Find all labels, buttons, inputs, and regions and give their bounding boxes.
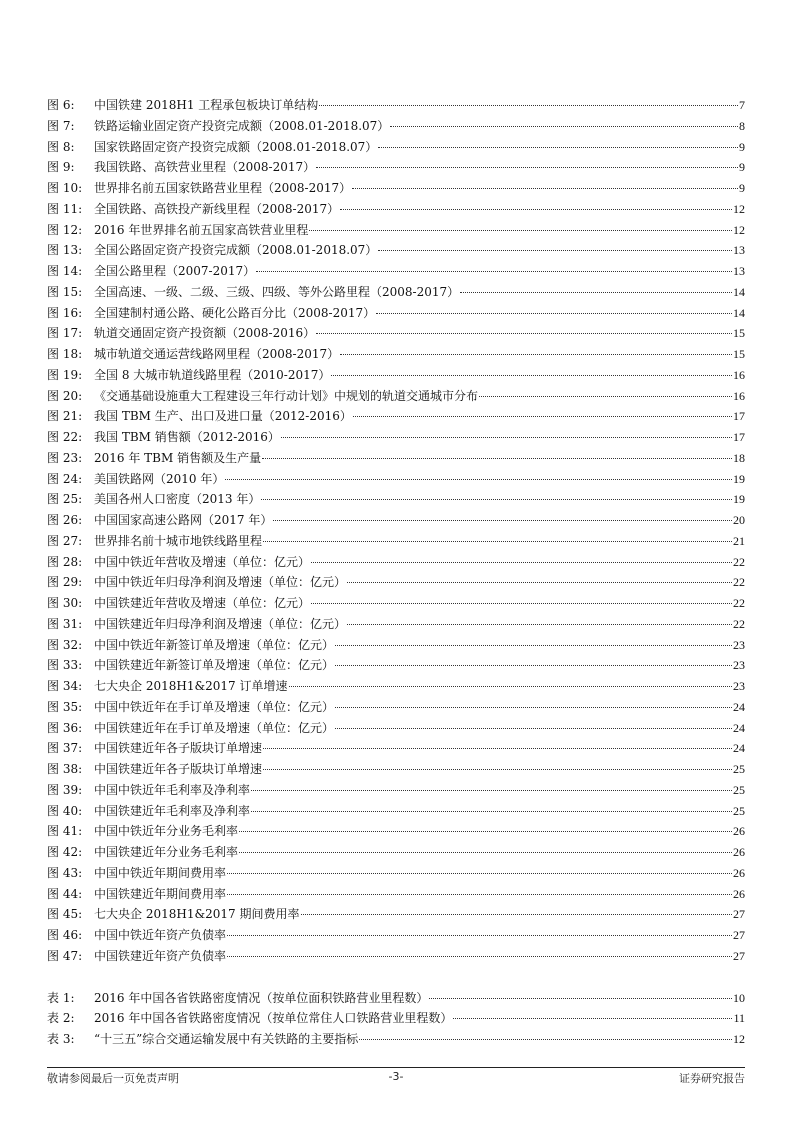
toc-entry-page: 16 [733,388,745,403]
toc-dot-leader [347,581,732,583]
toc-dot-leader [316,166,738,168]
toc-entry-label: 图 14: [47,264,83,278]
toc-entry-label: 图 12: [47,222,83,237]
toc-entry-page: 17 [733,430,745,444]
toc-dot-leader [263,747,732,749]
toc-entry-page: 11 [733,1011,745,1026]
toc-entry-page: 24 [733,699,745,714]
toc-entry-title: 美国各州人口密度（2013 年） [94,492,261,507]
footer-divider [47,1067,745,1068]
toc-dot-leader [331,374,732,376]
toc-entry[interactable] [47,780,745,801]
toc-dot-leader [347,623,732,625]
toc-dot-leader [453,1017,732,1019]
toc-entry-label: 图 43: [47,865,83,880]
toc-entry[interactable] [47,821,745,842]
toc-dot-leader [335,706,732,708]
toc-dot-leader [227,893,732,895]
toc-entry-page: 26 [733,886,745,901]
toc-entry-title: 国家铁路固定资产投资完成额（2008.01-2018.07） [94,139,378,154]
toc-dot-leader [261,498,732,500]
toc-entry[interactable] [47,593,745,614]
toc-entry-page: 24 [733,720,745,735]
toc-dot-leader [335,727,732,729]
toc-entry-title: 中国铁建近年归母净利润及增速（单位：亿元） [94,616,347,631]
toc-entry[interactable] [47,448,745,469]
toc-entry[interactable] [47,489,745,510]
toc-entry-label: 图 38: [47,762,83,776]
toc-entry-label: 图 21: [47,409,83,424]
toc-entry-title: 中国中铁近年期间费用率 [94,865,227,880]
toc-entry-title: 中国中铁近年毛利率及净利率 [94,782,251,797]
toc-entry-label: 图 31: [47,616,83,631]
toc-entry-page: 25 [733,782,745,797]
toc-entry-page: 18 [733,450,745,465]
toc-entry-title: 全国公路固定资产投资完成额（2008.01-2018.07） [94,243,378,258]
toc-entry[interactable] [47,635,745,656]
toc-entry-label: 图 37: [47,741,83,756]
toc-entry-page: 22 [733,616,745,631]
toc-entry-title: 中国铁建近年在手订单及增速（单位：亿元） [94,720,335,735]
toc-entry-page: 12 [733,1032,745,1046]
toc-dot-leader [378,146,738,148]
toc-entry-title: 我国 TBM 生产、出口及进口量（2012-2016） [94,409,352,424]
toc-dot-leader [251,810,732,812]
toc-dot-leader [239,851,732,853]
toc-entry-title: 中国中铁近年归母净利润及增速（单位：亿元） [94,575,347,590]
toc-entry-page: 20 [733,513,745,527]
toc-entry[interactable] [47,904,745,925]
toc-dot-leader [335,644,732,646]
toc-entry[interactable] [47,738,745,759]
toc-entry[interactable] [47,427,745,448]
toc-entry-title: 中国铁建近年期间费用率 [94,886,227,901]
toc-entry-label: 表 2: [47,1011,75,1026]
toc-entry-page: 8 [739,118,745,133]
section-gap [47,967,745,988]
page-number: -3- [388,1070,404,1083]
toc-entry-title: 中国铁建近年资产负债率 [94,948,227,963]
toc-entry[interactable] [47,1029,745,1050]
toc-entry-label: 图 22: [47,430,83,444]
toc-entry[interactable] [47,199,745,220]
toc-entry[interactable] [47,178,745,199]
toc-entry-page: 16 [733,367,745,382]
toc-entry-title: 铁路运输业固定资产投资完成额（2008.01-2018.07） [94,118,390,133]
toc-entry-label: 图 6: [47,98,75,112]
toc-entry-title: 2016 年 TBM 销售额及生产量 [94,450,262,465]
toc-dot-leader [309,229,732,231]
toc-entry-label: 图 36: [47,720,83,735]
toc-entry-title: 2016 年中国各省铁路密度情况（按单位面积铁路营业里程数） [94,990,429,1005]
toc-entry[interactable] [47,1008,745,1029]
toc-entry-page: 24 [733,741,745,756]
toc-entry-page: 13 [733,264,745,278]
toc-entry-page: 19 [733,492,745,507]
toc-entry-label: 图 13: [47,243,83,258]
toc-entry-label: 图 15: [47,284,83,299]
toc-dot-leader [227,934,732,936]
toc-entry-title: 中国铁建近年分业务毛利率 [94,845,239,859]
toc-entry-page: 15 [733,347,745,361]
toc-entry-label: 图 44: [47,886,83,901]
toc-entry-label: 图 26: [47,513,83,527]
toc-entry[interactable] [47,842,745,863]
toc-entry-label: 图 24: [47,471,83,486]
toc-dot-leader [376,312,732,314]
toc-entry-page: 22 [733,575,745,590]
toc-dot-leader [390,125,738,127]
toc-entry[interactable] [47,261,745,282]
toc-entry-page: 27 [733,928,745,942]
toc-entry-title: 全国建制村通公路、硬化公路百分比（2008-2017） [94,305,376,320]
toc-entry-label: 图 46: [47,928,83,942]
toc-entry-title: 我国铁路、高铁营业里程（2008-2017） [94,160,316,175]
toc-entry-label: 图 39: [47,782,83,797]
toc-dot-leader [273,519,732,521]
toc-entry[interactable] [47,863,745,884]
toc-entry[interactable] [47,614,745,635]
toc-entry-label: 图 10: [47,181,83,195]
toc-entry[interactable] [47,925,745,946]
toc-entry-label: 图 8: [47,139,75,154]
toc-entry-label: 图 20: [47,388,83,403]
toc-entry-title: 世界排名前十城市地铁线路里程 [94,533,263,548]
toc-entry-title: 中国国家高速公路网（2017 年） [94,513,273,527]
toc-entry-label: 图 19: [47,367,83,382]
toc-entry[interactable] [47,946,745,967]
toc-entry-page: 17 [733,409,745,424]
toc-entry-page: 9 [739,160,745,175]
toc-dot-leader [340,353,732,355]
toc-dot-leader [256,270,732,272]
toc-dot-leader [359,1038,732,1040]
toc-dot-leader [227,955,732,957]
toc-entry[interactable] [47,157,745,178]
toc-dot-leader [378,249,732,251]
toc-entry[interactable] [47,137,745,158]
toc-entry-title: 全国高速、一级、二级、三级、四级、等外公路里程（2008-2017） [94,284,460,299]
disclaimer-note: 敬请参阅最后一页免责声明 [47,1072,179,1085]
toc-entry-page: 22 [733,554,745,569]
toc-entry[interactable] [47,988,745,1009]
toc-dot-leader [311,602,732,604]
toc-entry-page: 21 [733,533,745,548]
toc-dot-leader [429,997,732,999]
toc-entry-title: 中国铁建近年营收及增速（单位：亿元） [94,596,311,610]
toc-dot-leader [340,208,732,210]
toc-entry-title: 2016 年中国各省铁路密度情况（按单位常住人口铁路营业里程数） [94,1011,453,1026]
toc-entry-page: 26 [733,865,745,880]
toc-entry[interactable] [47,572,745,593]
toc-entry-label: 图 27: [47,533,83,548]
table-list [47,988,745,1050]
toc-entry-label: 表 1: [47,990,75,1005]
toc-entry-title: 中国中铁近年营收及增速（单位：亿元） [94,554,311,569]
toc-entry[interactable] [47,303,745,324]
toc-entry[interactable] [47,718,745,739]
toc-entry-page: 25 [733,803,745,818]
toc-entry[interactable] [47,282,745,303]
toc-entry-title: 《交通基础设施重大工程建设三年行动计划》中规划的轨道交通城市分布 [94,388,479,403]
toc-entry-title: 全国公路里程（2007-2017） [94,264,256,278]
toc-entry[interactable] [47,531,745,552]
toc-dot-leader [263,540,732,542]
toc-entry-page: 25 [733,762,745,776]
toc-entry-label: 图 41: [47,824,83,839]
toc-entry[interactable] [47,344,745,365]
toc-entry-label: 图 30: [47,596,83,610]
toc-entry-title: 全国 8 大城市轨道线路里程（2010-2017） [94,367,331,382]
toc-entry[interactable] [47,655,745,676]
toc-entry[interactable] [47,386,745,407]
toc-entry-title: 中国中铁近年新签订单及增速（单位：亿元） [94,637,335,652]
toc-entry-page: 9 [739,139,745,154]
toc-entry-label: 图 29: [47,575,83,590]
toc-entry-page: 23 [733,658,745,673]
toc-dot-leader [460,291,732,293]
toc-entry-page: 26 [733,845,745,859]
toc-entry-page: 23 [733,637,745,652]
toc-entry[interactable] [47,676,745,697]
toc-entry-label: 图 23: [47,450,83,465]
toc-entry-page: 22 [733,596,745,610]
toc-entry-title: 城市轨道交通运营线路网里程（2008-2017） [94,347,340,361]
toc-entry-page: 14 [733,305,745,320]
toc-entry-page: 10 [733,990,745,1005]
toc-entry-title: 中国铁建近年各子版块订单增速 [94,762,263,776]
figure-list [47,95,745,967]
toc-dot-leader [352,187,738,189]
toc-entry-label: 图 18: [47,347,83,361]
toc-entry-page: 19 [733,471,745,486]
toc-entry[interactable] [47,365,745,386]
toc-dot-leader [289,685,733,687]
toc-entry-title: 中国铁建近年毛利率及净利率 [94,803,251,818]
toc-entry-page: 13 [733,243,745,258]
toc-dot-leader [262,457,732,459]
toc-entry[interactable] [47,801,745,822]
toc-entry-label: 表 3: [47,1032,75,1046]
toc-entry-title: 美国铁路网（2010 年） [94,471,225,486]
toc-entry[interactable] [47,220,745,241]
toc-entry-title: 中国中铁近年分业务毛利率 [94,824,239,839]
toc-entry[interactable] [47,552,745,573]
toc-dot-leader [479,395,732,397]
toc-entry-title: 世界排名前五国家铁路营业里程（2008-2017） [94,181,352,195]
toc-dot-leader [353,415,732,417]
toc-dot-leader [263,768,732,770]
toc-entry-page: 23 [733,679,745,693]
toc-entry-page: 26 [733,824,745,839]
toc-entry-label: 图 42: [47,845,83,859]
toc-entry-title: 轨道交通固定资产投资额（2008-2016） [94,326,316,341]
toc-entry-page: 15 [733,326,745,341]
toc-entry-title: 七大央企 2018H1&2017 期间费用率 [94,907,300,922]
toc-entry-label: 图 16: [47,305,83,320]
toc-dot-leader [311,561,732,563]
toc-entry-title: 2016 年世界排名前五国家高铁营业里程 [94,222,309,237]
toc-entry-title: 中国中铁近年资产负债率 [94,928,227,942]
toc-dot-leader [225,478,732,480]
toc-dot-leader [227,872,732,874]
toc-entry[interactable] [47,510,745,531]
toc-entry-label: 图 34: [47,679,83,693]
toc-entry[interactable] [47,759,745,780]
toc-entry-title: 我国 TBM 销售额（2012-2016） [94,430,280,444]
toc-entry-label: 图 11: [47,201,83,216]
toc-entry-label: 图 9: [47,160,75,175]
toc-entry-label: 图 17: [47,326,83,341]
toc-dot-leader [239,830,732,832]
toc-entry-page: 27 [733,907,745,922]
toc-entry[interactable] [47,323,745,344]
toc-entry[interactable] [47,884,745,905]
toc-entry-label: 图 32: [47,637,83,652]
toc-entry-label: 图 47: [47,948,83,963]
toc-entry-label: 图 33: [47,658,83,673]
toc-entry[interactable] [47,697,745,718]
toc-entry-page: 12 [733,222,745,237]
toc-entry[interactable] [47,240,745,261]
toc-entry[interactable] [47,469,745,490]
toc-entry-label: 图 35: [47,699,83,714]
toc-entry-page: 27 [733,948,745,963]
toc-entry-label: 图 45: [47,907,83,922]
toc-entry-title: “十三五”综合交通运输发展中有关铁路的主要指标 [94,1032,359,1046]
toc-entry-title: 七大央企 2018H1&2017 订单增速 [94,679,288,693]
toc-entry-title: 中国铁建 2018H1 工程承包板块订单结构 [94,98,319,112]
toc-entry-title: 中国铁建近年新签订单及增速（单位：亿元） [94,658,335,673]
toc-entry[interactable] [47,95,745,116]
toc-entry-label: 图 7: [47,118,75,133]
toc-entry[interactable] [47,406,745,427]
toc-entry-page: 7 [739,98,745,112]
table-of-contents [47,95,745,1050]
toc-entry-label: 图 25: [47,492,83,507]
toc-dot-leader [335,664,732,666]
toc-dot-leader [316,332,732,334]
toc-entry[interactable] [47,116,745,137]
toc-entry-page: 9 [739,181,745,195]
toc-dot-leader [301,913,733,915]
toc-dot-leader [281,436,732,438]
toc-dot-leader [319,104,738,106]
toc-entry-title: 全国铁路、高铁投产新线里程（2008-2017） [94,201,340,216]
toc-entry-title: 中国中铁近年在手订单及增速（单位：亿元） [94,699,335,714]
toc-entry-page: 14 [733,284,745,299]
toc-entry-page: 12 [733,201,745,216]
toc-entry-label: 图 28: [47,554,83,569]
toc-dot-leader [251,789,732,791]
toc-entry-title: 中国铁建近年各子版块订单增速 [94,741,263,756]
toc-entry-label: 图 40: [47,803,83,818]
report-type: 证券研究报告 [679,1072,745,1085]
